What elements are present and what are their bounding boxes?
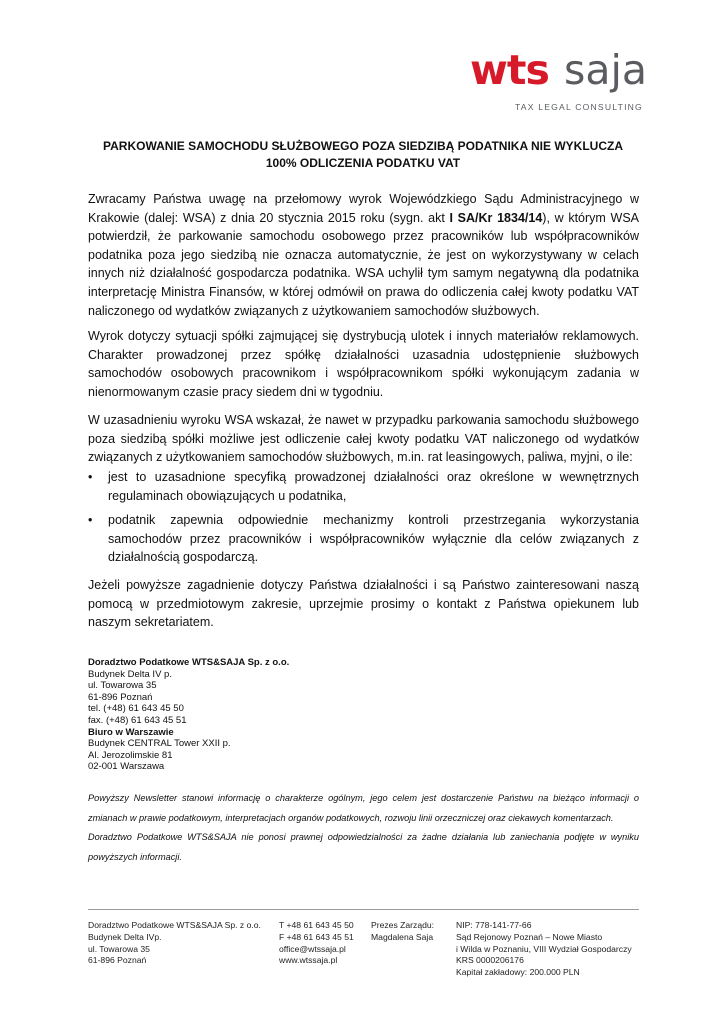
logo-wts-text: wts	[470, 46, 549, 94]
list-item	[88, 468, 639, 508]
footer-registry-column	[456, 920, 632, 979]
company-logo	[470, 46, 648, 114]
list-item-text: podatnik zapewnia odpowiednie mechanizmy kontroli przestrzegania wykorzystania samochodów przez pracowników i współpracowników wyłącznie dla celów związanych z działalnością gospodarczą.	[108, 513, 639, 565]
paragraph-1	[88, 190, 639, 320]
paragraph-2: Wyrok dotyczy sytuacji spółki zajmującej się dystrybucją ulotek i innych materiałów reklamowych. Charakter prowadzonej przez spółkę działalności uzasadnia udostępnienie służbowych samochodów osobowych pracownikom i współpracownikom spółki wykonującym zadania w nienormowanym czasie pracy siedem dni w tygodniu.	[88, 329, 639, 399]
logo-saja-text: saja	[564, 46, 648, 94]
paragraph-1-end: ), w którym WSA potwierdził, że parkowanie samochodu osobowego przez pracowników lub współpracowników podatnika poza jego siedzibą nie oznacza automatycznie, że jest on wykorzystywany w celach innych niż działalność gospodarcza podatnika. WSA uchylił tym samym negatywną dla podatnika interpretację Ministra Finansów, w której odmówił on prawa do odliczenia całej kwoty podatku VAT naliczonego od wydatków związanych z użytkowaniem samochodów służbowych.	[88, 210, 639, 318]
paragraph-1-start: Zwracamy Państwa uwagę na przełomowy wyrok Wojewódzkiego Sądu Administracyjnego w Krakowie (dalej: WSA) z dnia 20 stycznia 2015 roku (sygn. akt	[88, 192, 639, 225]
case-signature: I SA/Kr 1834/14	[449, 210, 543, 225]
bullet-icon: •	[88, 513, 93, 527]
logo-tagline: TAX LEGAL CONSULTING	[515, 102, 643, 112]
footer-text: 61-896 Poznań	[88, 955, 147, 966]
footer-board-column	[371, 920, 434, 944]
address-building: Budynek Delta IV p.	[88, 668, 172, 680]
title-line-1: PARKOWANIE SAMOCHODU SŁUŻBOWEGO POZA SIEDZIBĄ PODATNIKA NIE WYKLUCZA	[103, 139, 623, 153]
footer-email-link[interactable]: office@wtssaja.pl	[279, 943, 346, 954]
bullet-icon: •	[88, 470, 93, 484]
footer-text: Sąd Rejonowy Poznań – Nowe Miasto	[456, 931, 603, 942]
address-street: ul. Towarowa 35	[88, 680, 157, 692]
list-item	[88, 511, 639, 571]
footer-company-column	[88, 920, 261, 967]
company-name: Doradztwo Podatkowe WTS&SAJA Sp. z o.o.	[88, 657, 290, 668]
disclaimer-text-2: Doradztwo Podatkowe WTS&SAJA nie ponosi prawnej odpowiedzialności za żadne działania lub zaniechania podjęte w wyniku powyższych informacji.	[88, 832, 639, 862]
footer-phone: T +48 61 643 45 50	[279, 920, 354, 930]
contact-address	[88, 657, 289, 773]
footer-text: Budynek Delta IVp.	[88, 931, 162, 942]
warsaw-street: Al. Jerozolimskie 81	[88, 749, 173, 761]
footer-text: NIP: 778-141-77-66	[456, 920, 532, 930]
footer-text: ul. Towarowa 35	[88, 943, 150, 954]
warsaw-city: 02-001 Warszawa	[88, 761, 165, 773]
footer-fax: F +48 61 643 45 51	[279, 931, 354, 942]
paragraph-4: Jeżeli powyższe zagadnienie dotyczy Państwa działalności i są Państwo zainteresowani naszą pomocą w przedmiotowym zakresie, uprzejmie prosimy o kontakt z Państwa opiekunem lub naszym sekretariatem.	[88, 578, 639, 630]
warsaw-building: Budynek CENTRAL Tower XXII p.	[88, 738, 231, 750]
document-title	[88, 138, 638, 172]
footer-text: i Wilda w Poznaniu, VIII Wydział Gospodarczy	[456, 943, 632, 954]
fax-number: fax. (+48) 61 643 45 51	[88, 714, 187, 726]
title-line-2: 100% ODLICZENIA PODATKU VAT	[265, 156, 461, 170]
footer-divider	[88, 909, 639, 910]
footer-text: KRS 0000206176	[456, 955, 524, 966]
disclaimer	[88, 789, 639, 867]
footer-contact-column	[279, 920, 354, 967]
footer-text: Doradztwo Podatkowe WTS&SAJA Sp. z o.o.	[88, 920, 261, 930]
paragraph-3: W uzasadnieniu wyroku WSA wskazał, że nawet w przypadku parkowania samochodu służbowego poza siedzibą spółki możliwe jest odliczenie całej kwoty podatku VAT naliczonego od wydatków związanych z użytkowaniem samochodów służbowych, m.in. rat leasingowych, paliwa, myjni, o ile:	[88, 413, 639, 465]
phone-number: tel. (+48) 61 643 45 50	[88, 703, 184, 715]
address-city: 61-896 Poznań	[88, 691, 153, 703]
warsaw-office-heading: Biuro w Warszawie	[88, 726, 174, 738]
footer-text: Prezes Zarządu:	[371, 920, 435, 930]
footer-text: Magdalena Saja	[371, 931, 434, 942]
footer-website-link[interactable]: www.wtssaja.pl	[279, 955, 338, 966]
list-item-text: jest to uzasadnione specyfiką prowadzonej działalności oraz określone w wewnętrznych regulaminach obowiązujących u podatnika,	[108, 470, 639, 503]
footer-text: Kapitał zakładowy: 200.000 PLN	[456, 967, 580, 978]
disclaimer-text-1: Powyższy Newsletter stanowi informację o charakterze ogólnym, jego celem jest dostarczenie Państwu na bieżąco informacji o zmianach w prawie podatkowym, interpretacjach organów podatkowych, rozwoju linii orzeczniczej oraz ciekawych komentarzach.	[88, 793, 639, 823]
